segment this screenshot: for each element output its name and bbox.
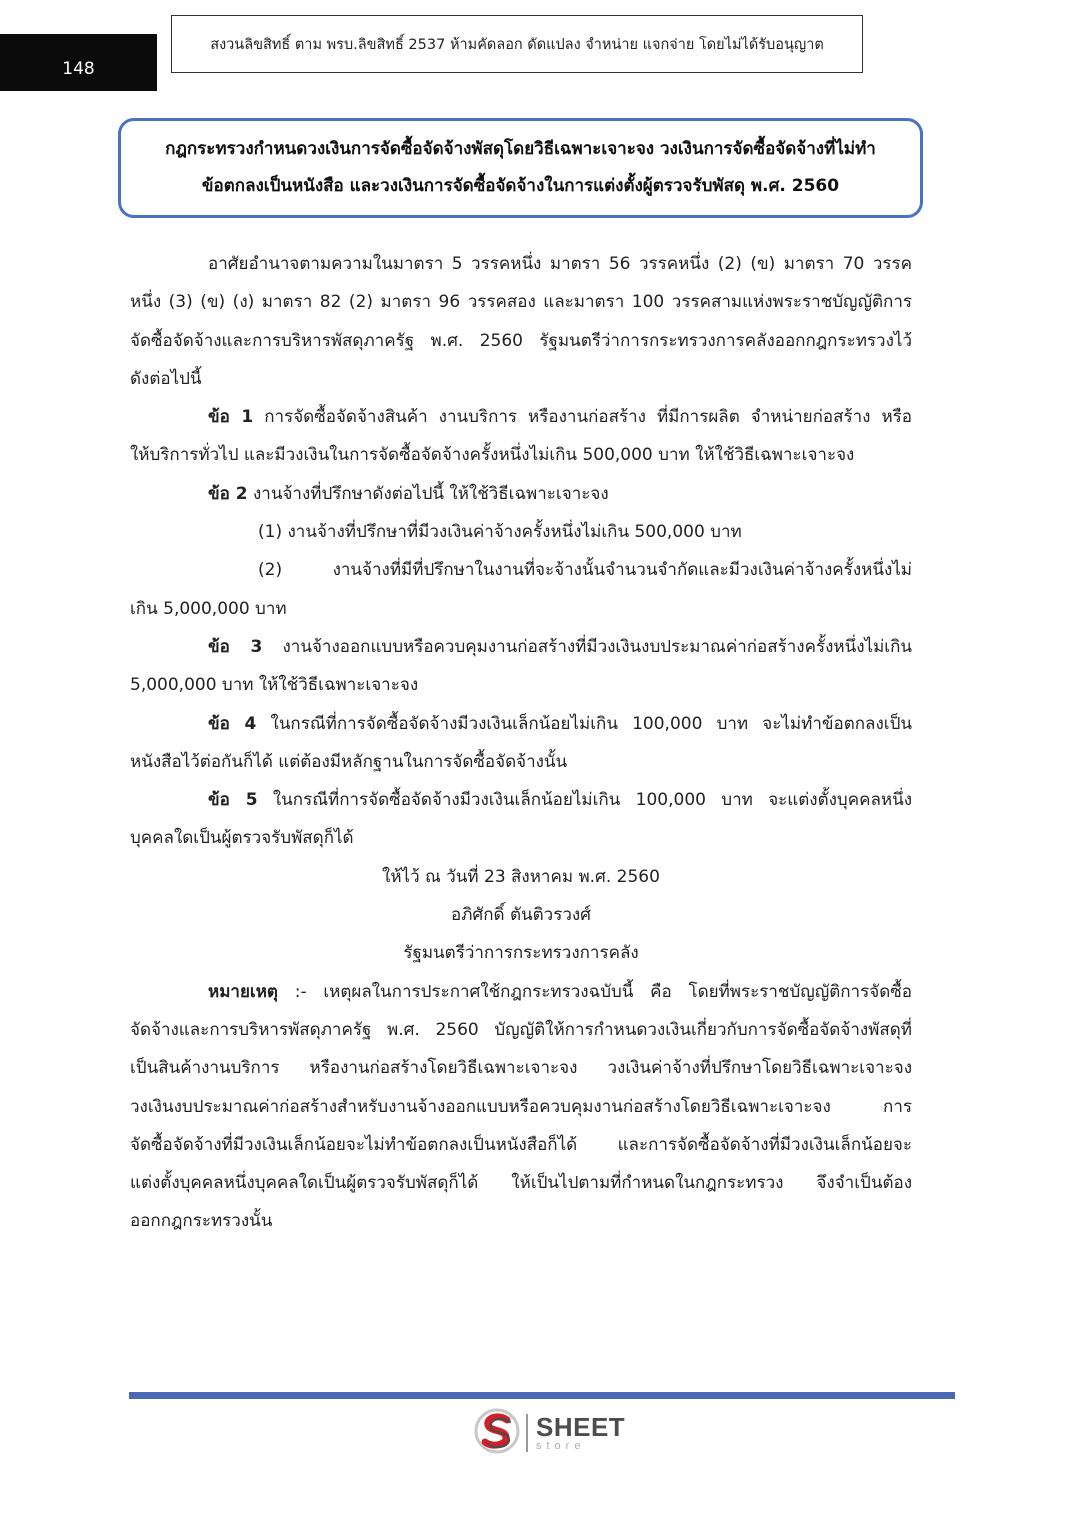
preamble-line: จัดซื้อจัดจ้างและการบริหารพัสดุภาครัฐ พ.ศ. 2560 รัฐมนตรีว่าการกระทรวงการคลังออกกฎกระทรวงไว้ [130,330,912,351]
document-body [130,245,912,1241]
remark-line: ออกกฎกระทรวงนั้น [130,1211,273,1232]
clause-5 [130,781,912,819]
signatory-name: อภิศักดิ์ ตันติวรวงศ์ [451,905,591,926]
clause-text: ในกรณีที่การจัดซื้อจัดจ้างมีวงเงินเล็กน้อยไม่เกิน 100,000 บาท จะไม่ทำข้อตกลงเป็น [256,713,912,734]
clause-line: 5,000,000 บาท ให้ใช้วิธีเฉพาะเจาะจง [130,675,419,696]
remark-line: เป็นสินค้างานบริการ หรืองานก่อสร้างโดยวิธีเฉพาะเจาะจง วงเงินค่าจ้างที่ปรึกษาโดยวิธีเฉพาะเจาะจง [130,1058,912,1079]
signatory-position: รัฐมนตรีว่าการกระทรวงการคลัง [403,943,639,964]
clause-line: ให้บริการทั่วไป และมีวงเงินในการจัดซื้อจัดจ้างครั้งหนึ่งไม่เกิน 500,000 บาท ให้ใช้วิธีเฉพาะเจาะจง [130,445,855,466]
remark-label: หมายเหตุ [208,981,278,1002]
clause-4 [130,705,912,743]
sheet-store-logo [474,1408,625,1458]
clause-text: ในกรณีที่การจัดซื้อจัดจ้างมีวงเงินเล็กน้อยไม่เกิน 100,000 บาท จะแต่งตั้งบุคคลหนึ่ง [257,790,913,811]
clause-label: ข้อ 5 [208,790,258,811]
clause-text: งานจ้างที่ปรึกษาดังต่อไปนี้ ให้ใช้วิธีเฉพาะเจาะจง [247,483,609,504]
remark-line: แต่งตั้งบุคคลหนึ่งบุคคลใดเป็นผู้ตรวจรับพัสดุก็ได้ ให้เป็นไปตามที่กำหนดในกฎกระทรวง จึงจำเป็นต้อง [130,1173,912,1194]
remark-text: :- เหตุผลในการประกาศใช้กฎกระทรวงฉบับนี้ คือ โดยที่พระราชบัญญัติการจัดซื้อ [277,981,912,1002]
logo-subtitle: store [536,1440,586,1452]
remark-line: จัดซื้อจัดจ้างที่มีวงเงินเล็กน้อยจะไม่ทำข้อตกลงเป็นหนังสือก็ได้ และการจัดซื้อจัดจ้างที่มีวงเงินเล็กน้อยจะ [130,1134,912,1155]
logo-wordmark: SHEET [536,1412,626,1442]
clause-text: การจัดซื้อจัดจ้างสินค้า งานบริการ หรืองานก่อสร้าง ที่มีการผลิต จำหน่ายก่อสร้าง หรือ [253,407,913,428]
title-line-2: ข้อตกลงเป็นหนังสือ และวงเงินการจัดซื้อจัดจ้างในการแต่งตั้งผู้ตรวจรับพัสดุ พ.ศ. 2560 [201,176,840,196]
clause-line: หนังสือไว้ต่อกันก็ได้ แต่ต้องมีหลักฐานในการจัดซื้อจัดจ้างนั้น [130,751,568,772]
preamble-line: หนึ่ง (3) (ข) (ง) มาตรา 82 (2) มาตรา 96 วรรคสอง และมาตรา 100 วรรคสามแห่งพระราชบัญญัติการ [130,292,912,313]
logo-text [526,1414,625,1452]
page-number: 148 [0,34,157,91]
remark [130,973,912,1011]
clause-3 [130,628,912,666]
document-title [118,118,923,218]
clause-line: บุคคลใดเป็นผู้ตรวจรับพัสดุก็ได้ [130,828,354,849]
sheet-store-logo-icon [474,1408,520,1458]
clause-label: ข้อ 2 [208,483,248,504]
clause-label: ข้อ 1 [208,407,254,428]
preamble-line: ดังต่อไปนี้ [130,368,202,389]
preamble-line: อาศัยอำนาจตามความในมาตรา 5 วรรคหนึ่ง มาตรา 56 วรรคหนึ่ง (2) (ข) มาตรา 70 วรรค [208,254,912,274]
footer-divider [129,1392,955,1399]
clause-item: (2) งานจ้างที่มีที่ปรึกษาในงานที่จะจ้างนั้นจำนวนจำกัดและมีวงเงินค่าจ้างครั้งหนึ่งไม่ [258,560,912,581]
remark-line: วงเงินงบประมาณค่าก่อสร้างสำหรับงานจ้างออกแบบหรือควบคุมงานก่อสร้างโดยวิธีเฉพาะเจาะจง การ [130,1096,912,1117]
clause-2 [130,475,912,513]
clause-1 [130,398,912,436]
signature-date: ให้ไว้ ณ วันที่ 23 สิงหาคม พ.ศ. 2560 [382,866,660,887]
clause-label: ข้อ 4 [208,713,257,734]
clause-item: (1) งานจ้างที่ปรึกษาที่มีวงเงินค่าจ้างครั้งหนึ่งไม่เกิน 500,000 บาท [258,522,742,543]
copyright-notice: สงวนลิขสิทธิ์ ตาม พรบ.ลิขสิทธิ์ 2537 ห้ามคัดลอก ดัดแปลง จำหน่าย แจกจ่าย โดยไม่ได้รับอนุญาต [171,15,863,73]
clause-text: งานจ้างออกแบบหรือควบคุมงานก่อสร้างที่มีวงเงินงบประมาณค่าก่อสร้างครั้งหนึ่งไม่เกิน [262,636,913,657]
clause-label: ข้อ 3 [208,636,263,657]
clause-line: เกิน 5,000,000 บาท [130,598,287,619]
remark-line: จัดจ้างและการบริหารพัสดุภาครัฐ พ.ศ. 2560 บัญญัติให้การกำหนดวงเงินเกี่ยวกับการจัดซื้อจัดจ้างพัสดุที่ [130,1019,912,1040]
title-line-1: กฎกระทรวงกำหนดวงเงินการจัดซื้อจัดจ้างพัสดุโดยวิธีเฉพาะเจาะจง วงเงินการจัดซื้อจัดจ้างที่ไม่ทำ [165,139,876,159]
